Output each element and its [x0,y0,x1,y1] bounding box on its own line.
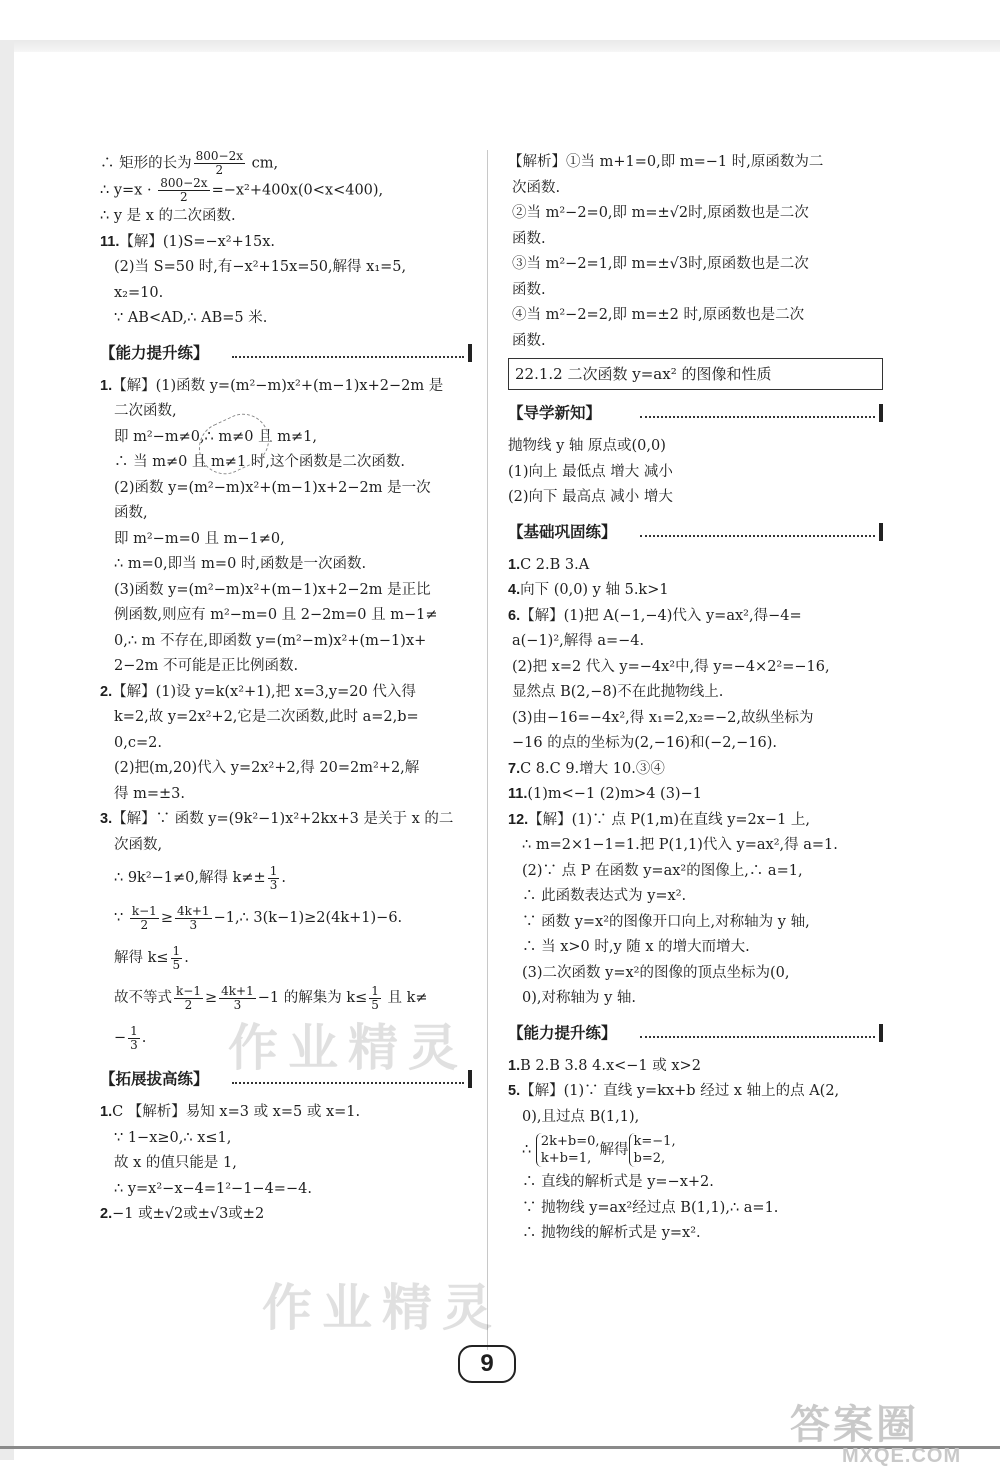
line-text: ②当 m²−2=0,即 m=±√2时,原函数也是二次 [512,205,809,221]
line-text: 函数. [512,281,546,298]
text-line [508,1196,883,1222]
text-line [508,434,883,460]
text-line [100,858,472,898]
line-text: (3)二次函数 y=x²的图像的顶点坐标为(0, [522,964,790,981]
line-text: . [141,1030,147,1046]
text-line [100,833,472,859]
section-label: 【基础巩固练】 [508,520,621,546]
text-line [100,680,472,706]
text-line [508,680,883,706]
text-line [508,833,883,859]
text-line [508,1105,883,1131]
equation-system [629,1133,676,1167]
line-text: −1 的解集为 k≤ [257,990,368,1006]
line-text: 解得 [599,1142,629,1158]
line-text: 0),对称轴为 y 轴. [522,990,637,1006]
line-text: ∴ 当 x>0 时,y 随 x 的增大而增大. [522,939,750,955]
line-text: . [184,950,189,966]
line-text: ∴ 此函数表达式为 y=x². [522,888,687,904]
fraction-denominator: 3 [219,998,256,1012]
text-line [100,552,472,578]
system-row: 2k+b=0, [540,1134,600,1149]
text-line [100,1126,472,1152]
item-number: 1. [508,1057,521,1074]
section-header-guide [508,398,883,428]
line-text: ≥ [204,990,218,1006]
text-line [100,204,472,230]
text-line [100,281,472,307]
text-line [100,629,472,655]
text-line [508,961,883,987]
fraction [268,865,280,892]
line-text: ③当 m²−2=1,即 m=±√3时,原函数也是二次 [512,256,809,272]
page-number: 9 [458,1345,516,1383]
line-text: ∵ [114,910,128,926]
line-text: 向下 (0,0) y 轴 5.k>1 [520,582,669,598]
item-number: 1. [508,556,521,573]
text-line [100,374,472,400]
text-line [100,476,472,502]
item-number: 11. [100,233,120,250]
fraction-numerator: 800−2x [195,149,243,163]
line-text: (1)m<−1 (2)m>4 (3)−1 [527,786,702,802]
text-line [508,782,883,808]
text-line [508,329,883,355]
line-text: (3)由−16=−4x²,得 x₁=2,x₂=−2,故纵坐标为 [512,709,814,726]
text-line [100,782,472,808]
scan-left-edge [0,40,14,1460]
fraction-denominator: 2 [130,918,159,932]
fraction [158,177,209,204]
section-label: 【导学新知】 [508,401,605,427]
line-text: ∵ 函数 y=x²的图像开口向上,对称轴为 y 轴, [522,913,810,930]
line-text: 函数, [114,505,148,521]
section-header-basic [508,517,883,547]
text-line [100,450,472,476]
section-dotted-rule [232,1082,464,1084]
fraction-denominator: 5 [371,997,379,1012]
line-text: ∴ y 是 x 的二次函数. [100,208,236,224]
line-text: 例函数,则应有 m²−m=0 且 2−2m=0 且 m−1≠ [114,607,438,623]
line-text: ∵ 抛物线 y=ax²经过点 B(1,1),∴ a=1. [522,1199,779,1216]
line-text: ≥ [160,910,173,926]
fraction-numerator: 1 [269,863,278,878]
watermark-text: 作业精灵 [262,1280,502,1336]
text-line [508,935,883,961]
fraction-denominator: 2 [194,163,245,177]
fraction-denominator: 3 [269,877,278,892]
fraction [128,1025,140,1052]
item-number: 5. [508,1083,521,1099]
line-text: 0,c=2. [114,734,162,751]
item-number: 1. [100,1104,113,1120]
right-guide-block [508,434,883,511]
line-text: − [114,1030,127,1046]
line-text: 故不等式 [114,990,172,1006]
fraction-denominator: 3 [175,918,212,932]
line-text: ∴ y=x · [100,182,157,199]
item-number: 12. [508,811,529,828]
text-line [508,303,883,329]
line-text: 即 m²−m≠0,∴ m≠0 且 m≠1, [114,428,317,445]
section-dotted-rule [640,416,875,418]
topic-title-box: 22.1.2 二次函数 y=ax² 的图像和性质 [508,358,883,390]
line-text: −1,∴ 3(k−1)≥2(4k+1)−6. [213,910,403,926]
watermark-text: 作业精灵 [228,1020,468,1076]
site-logo [790,1393,962,1467]
fraction-numerator: 4k+1 [221,983,254,998]
text-line [508,655,883,681]
line-text: . [281,870,286,886]
text-line [508,604,883,630]
item-number: 2. [100,1206,113,1222]
right-ability-block [508,1054,883,1247]
text-line [100,425,472,451]
line-text: 函数. [512,230,546,247]
text-line [508,757,883,783]
text-line [100,306,472,332]
text-line [508,731,883,757]
fraction [171,945,183,972]
line-text: x₂=10. [114,284,164,301]
text-line [100,938,472,978]
text-line [508,485,883,511]
text-line [100,603,472,629]
line-text: 【解】(1)把 A(−1,−4)代入 y=ax²,得−4= [520,607,802,624]
section-end-bar [468,344,472,362]
line-text: ∴ 抛物线的解析式是 y=x². [522,1225,701,1241]
text-line [508,859,883,885]
section-label: 【能力提升练】 [508,1021,621,1047]
text-line [508,1130,883,1170]
item-number: 7. [508,760,521,777]
text-line [100,1100,472,1126]
text-line [100,807,472,833]
line-text: ∴ 当 m≠0 且 m≠1 时,这个函数是二次函数. [114,454,406,470]
text-line [508,553,883,579]
line-text: (2)把(m,20)代入 y=2x²+2,得 20=2m²+2,解 [114,760,420,776]
line-text: 二次函数, [114,403,177,419]
line-text: C 2.B 3.A [520,556,590,573]
fraction-numerator: 1 [371,983,379,998]
fraction-denominator: 3 [130,1037,138,1052]
text-line [100,731,472,757]
text-line [100,255,472,281]
text-line [508,460,883,486]
line-text: 显然点 B(2,−8)不在此抛物线上. [512,684,724,700]
scan-top-margin [0,0,1000,40]
text-line [100,654,472,680]
text-line [508,910,883,936]
line-text: ∴ 矩形的长为 [100,155,192,172]
line-text: B 2.B 3.8 4.x<−1 或 x>2 [520,1057,701,1074]
text-line [508,201,883,227]
line-text: −1 或±√2或±√3或±2 [112,1206,265,1222]
line-text: (2)把 x=2 代入 y=−4x²中,得 y=−4×2²=−16, [512,658,830,675]
right-pre-block [508,150,883,354]
text-line [100,578,472,604]
logo-mark: 答案圈 [790,1403,919,1447]
line-text: ∵ 1−x≥0,∴ x≤1, [114,1129,232,1146]
system-row: b=2, [633,1151,666,1166]
text-line [508,706,883,732]
line-text: 【解】(1)S=−x²+15x. [119,233,276,250]
fraction-denominator: 5 [172,957,181,972]
line-text: 抛物线 y 轴 原点或(0,0) [508,438,666,454]
fraction-denominator: 2 [174,998,203,1012]
fraction-numerator: k−1 [176,983,201,998]
fraction [174,985,203,1012]
item-number: 3. [100,811,113,827]
left-extension-block [100,1100,472,1228]
line-text: ∴ 直线的解析式是 y=−x+2. [522,1174,714,1190]
text-line [100,1202,472,1228]
line-text: 次函数, [114,836,163,853]
fraction-numerator: 1 [130,1023,138,1038]
text-line [508,1079,883,1105]
line-text: 【解】(1)函数 y=(m²−m)x²+(m−1)x+2−2m 是 [112,377,444,394]
line-text: 函数. [512,332,546,349]
fraction-numerator: 1 [172,943,181,958]
line-text: ∴ m=2×1−1=1.把 P(1,1)代入 y=ax²,得 a=1. [522,837,838,853]
line-text: ∴ m=0,即当 m=0 时,函数是一次函数. [114,556,367,572]
line-text: (1)向上 最低点 增大 减小 [508,463,673,480]
line-text: 【解】(1)∵ 直线 y=kx+b 经过 x 轴上的点 A(2, [520,1083,840,1099]
section-header-ability [508,1018,883,1048]
line-text: 次函数. [512,179,561,196]
line-text: cm, [246,155,279,172]
section-label: 【拓展拔高练】 [100,1067,213,1093]
text-line [100,527,472,553]
system-row: k+b=1, [540,1151,592,1166]
fraction [194,150,245,177]
line-text: −16 的点的坐标为(2,−16)和(−2,−16). [512,735,777,751]
text-line [508,808,883,834]
text-line [508,227,883,253]
line-text: (2)当 S=50 时,有−x²+15x=50,解得 x₁=5, [114,259,407,275]
section-end-bar [879,1024,883,1042]
text-line [508,629,883,655]
item-number: 2. [100,683,113,700]
text-line [100,898,472,938]
text-line [508,1170,883,1196]
text-line [100,399,472,425]
section-dotted-rule [640,1036,875,1038]
line-text: 0),且过点 B(1,1), [522,1108,640,1125]
line-text: 【解】∵ 函数 y=(9k²−1)x²+2kx+3 是关于 x 的二 [112,811,454,827]
text-line [100,230,472,256]
fraction [175,905,212,932]
item-number: 11. [508,786,528,802]
text-line [100,150,472,177]
line-text: ∴ [522,1142,536,1158]
text-line [508,986,883,1012]
line-text: ∴ y=x²−x−4=1²−1−4=−4. [114,1180,312,1197]
line-text: 即 m²−m=0 且 m−1≠0, [114,530,285,547]
left-pre-block [100,150,472,332]
fraction-numerator: 800−2x [160,176,208,190]
text-line [508,150,883,176]
item-number: 4. [508,582,521,598]
line-text: ∵ AB<AD,∴ AB=5 米. [114,310,268,326]
section-end-bar [879,404,883,422]
text-line [100,1177,472,1203]
text-line [508,1054,883,1080]
fraction [130,905,159,932]
text-line [100,705,472,731]
section-end-bar [879,523,883,541]
line-text: 故 x 的值只能是 1, [114,1155,237,1171]
item-number: 1. [100,377,113,394]
line-text: ④当 m²−2=2,即 m=±2 时,原函数也是二次 [512,307,805,323]
fraction-numerator: k−1 [131,903,157,918]
section-dotted-rule [232,356,464,358]
line-text: (2)向下 最高点 减小 增大 [508,489,673,505]
line-text: 解得 k≤ [114,950,169,966]
right-basic-block [508,553,883,1012]
line-text: 得 m=±3. [114,785,185,802]
line-text: C 8.C 9.增大 10.③④ [520,760,665,777]
fraction-denominator: 2 [158,190,209,204]
logo-url: MXQE.COM [842,1445,962,1467]
text-line [100,501,472,527]
right-column [508,150,883,1247]
left-ability-block [100,374,472,1059]
line-text: 0,∴ m 不存在,即函数 y=(m²−m)x²+(m−1)x+ [114,632,427,649]
line-text: k=2,故 y=2x²+2,它是二次函数,此时 a=2,b= [114,709,419,725]
text-line [100,1151,472,1177]
line-text: 【解析】①当 m+1=0,即 m=−1 时,原函数为二 [508,154,824,170]
item-number: 6. [508,607,521,624]
text-line [508,578,883,604]
text-line [508,278,883,304]
text-line [508,884,883,910]
text-line [100,177,472,204]
line-text: 【解】(1)设 y=k(x²+1),把 x=3,y=20 代入得 [112,683,416,700]
line-text: a(−1)²,解得 a=−4. [512,633,645,649]
scan-top-edge [0,40,1000,52]
line-text: (2)∵ 点 P 在函数 y=ax²的图像上,∴ a=1, [522,862,803,879]
line-text: 2−2m 不可能是正比例函数. [114,658,299,674]
section-dotted-rule [640,535,875,537]
equation-system [536,1133,600,1167]
line-text: (3)函数 y=(m²−m)x²+(m−1)x+2−2m 是正比 [114,581,431,598]
text-line [100,756,472,782]
section-label: 【能力提升练】 [100,341,213,367]
fraction-numerator: 4k+1 [176,903,210,918]
column-divider [487,150,488,1350]
system-row: k=−1, [633,1134,676,1149]
line-text: ∴ 9k²−1≠0,解得 k≠± [114,870,266,886]
text-line [508,252,883,278]
section-end-bar [468,1070,472,1088]
section-header-ability [100,338,472,368]
line-text: =−x²+400x(0<x<400), [211,182,384,199]
text-line [508,1221,883,1247]
line-text: (2)函数 y=(m²−m)x²+(m−1)x+2−2m 是一次 [114,479,431,496]
line-text: 【解】(1)∵ 点 P(1,m)在直线 y=2x−1 上, [528,811,811,828]
line-text: C 【解析】易知 x=3 或 x=5 或 x=1. [112,1104,361,1120]
text-line [508,176,883,202]
line-text: 且 k≠ [382,990,428,1006]
